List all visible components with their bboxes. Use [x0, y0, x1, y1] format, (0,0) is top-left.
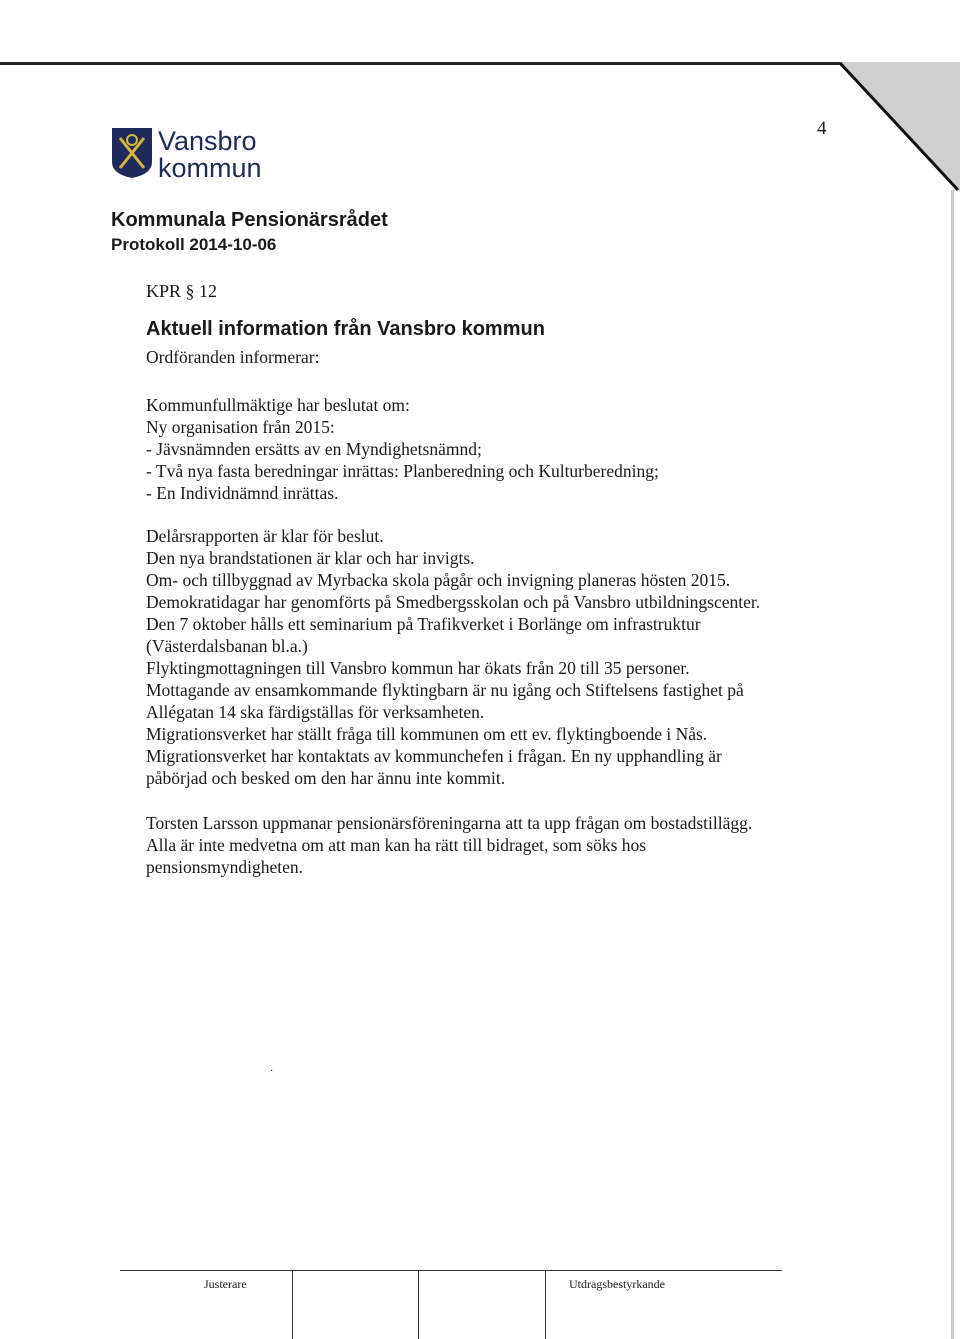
signature-box-divider: [545, 1270, 546, 1339]
signature-box-divider: [418, 1270, 419, 1339]
organization-name: Kommunala Pensionärsrådet: [111, 209, 388, 231]
text-line: Torsten Larsson uppmanar pensionärsföreningarna att ta upp frågan om bostadstillägg.: [146, 813, 753, 833]
text-line: Migrationsverket har kontaktats av kommunchefen i frågan. En ny upphandling är: [146, 746, 722, 766]
protocol-date: Protokoll 2014-10-06: [111, 235, 277, 254]
signature-box-divider: [292, 1270, 293, 1339]
text-line: (Västerdalsbanan bl.a.): [146, 636, 308, 656]
text-line: påbörjad och besked om den har ännu inte kommit.: [146, 768, 506, 788]
text-line: Mottagande av ensamkommande flyktingbarn är nu igång och Stiftelsens fastighet på: [146, 680, 744, 700]
text-line: Den nya brandstationen är klar och har invigts.: [146, 548, 475, 568]
text-line: - Två nya fasta beredningar inrättas: Planberedning och Kulturberedning;: [146, 461, 659, 481]
extract-label: Utdragsbestyrkande: [569, 1277, 665, 1291]
text-line: Alla är inte medvetna om att man kan ha rätt till bidraget, som söks hos: [146, 835, 647, 855]
text-line: Den 7 oktober hålls ett seminarium på Trafikverket i Borlänge om infrastruktur: [146, 614, 701, 634]
logo-line-2: kommun: [158, 153, 262, 183]
text-line: Ordföranden informerar:: [146, 347, 320, 367]
text-line: - Jävsnämnden ersätts av en Myndighetsnämnd;: [146, 439, 482, 459]
text-line: Flyktingmottagningen till Vansbro kommun har ökats från 20 till 35 personer.: [146, 658, 690, 678]
scan-speck: ·: [270, 1066, 274, 1077]
scan-edge-right: [951, 190, 954, 1339]
logo-text: [158, 128, 262, 182]
logo-line-1: Vansbro: [158, 126, 257, 156]
text-line: - En Individnämnd inrättas.: [146, 483, 339, 503]
coat-of-arms-icon: [112, 128, 152, 178]
section-heading: Aktuell information från Vansbro kommun: [146, 318, 545, 340]
text-line: Om- och tillbyggnad av Myrbacka skola pågår och invigning planeras hösten 2015.: [146, 570, 731, 590]
scan-edge-top: [0, 62, 960, 65]
signer-label: Justerare: [204, 1277, 247, 1291]
text-line: Allégatan 14 ska färdigställas för verksamheten.: [146, 702, 485, 722]
municipality-logo: [112, 128, 262, 182]
text-line: Kommunfullmäktige har beslutat om:: [146, 395, 410, 415]
paragraph-id: KPR § 12: [146, 281, 218, 301]
text-line: Delårsrapporten är klar för beslut.: [146, 526, 384, 546]
text-line: pensionsmyndigheten.: [146, 857, 303, 877]
scan-corner: [840, 62, 960, 192]
page-number: 4: [817, 118, 827, 139]
text-line: Ny organisation från 2015:: [146, 417, 335, 437]
signature-box-top-line: [120, 1270, 782, 1271]
text-line: Demokratidagar har genomförts på Smedbergsskolan och på Vansbro utbildningscenter.: [146, 592, 761, 612]
text-line: Migrationsverket har ställt fråga till kommunen om ett ev. flyktingboende i Nås.: [146, 724, 708, 744]
